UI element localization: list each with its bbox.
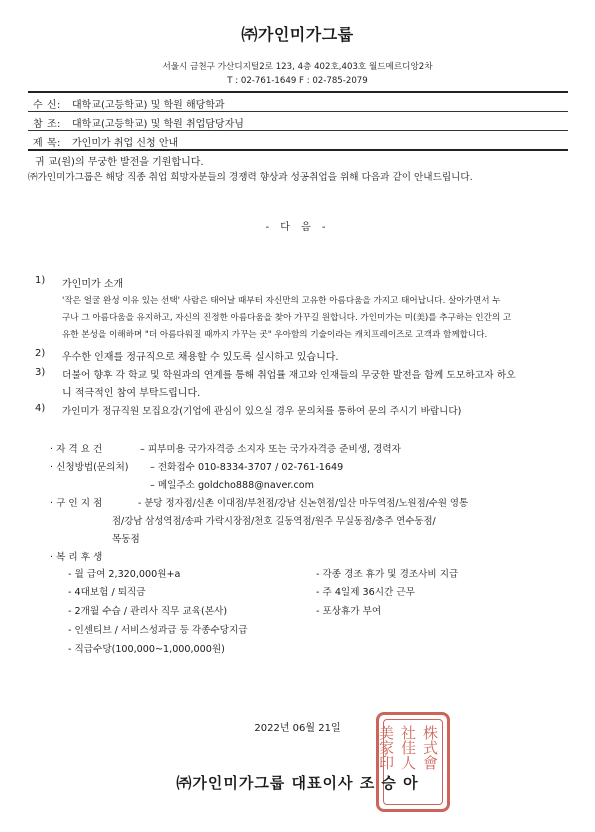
section-3-number: 3) — [35, 367, 46, 378]
section-1-number: 1) — [35, 275, 46, 286]
apply-method-value: – 전화접수 010-8334-3707 / 02-761-1649 — [150, 462, 344, 473]
intro-line-1: 귀 교(원)의 무궁한 발전을 기원합니다. — [35, 157, 204, 168]
section-4-text: 가인미가 정규직원 모집요강(기업에 관심이 있으실 경우 문의처를 통하여 문의 주시기 바랍니다) — [62, 406, 462, 417]
welfare-item-right: - 각종 경조 휴가 및 경조사비 지급 — [316, 569, 459, 580]
header-divider — [28, 111, 568, 112]
cc-value: 대학교(고등학교) 및 학원 취업담당자님 — [72, 119, 244, 130]
section-3-text-line: 더불어 향후 각 학교 및 학원과의 연계를 통해 취업률 재고와 인재들의 무궁한 발전을 함께 도모하고자 하오 — [62, 370, 516, 381]
branches-line: - 분당 정자점/신촌 이대점/부천점/강남 신논현점/일산 마두역점/노원점/수원 영통 — [138, 498, 469, 509]
recipient-label: 수 신: — [33, 100, 61, 111]
welfare-item-left: - 4대보험 / 퇴직금 — [68, 587, 146, 598]
cc-label: 참 조: — [33, 119, 61, 130]
company-seal-stamp: 株式會 社佳人 美家印 — [376, 712, 450, 812]
divider-title: - 다 음 - — [265, 222, 330, 233]
welfare-item-left: - 월 급여 2,320,000원+a — [68, 569, 181, 580]
company-phone: T : 02-761-1649 F : 02-785-2079 — [227, 76, 368, 86]
document-date: 2022년 06월 21일 — [254, 723, 341, 734]
branches-line: 점/강남 삼성역점/송파 가락시장점/천호 길동역점/원주 무실동점/충주 연수동점/ — [112, 516, 436, 527]
section-2-number: 2) — [35, 348, 46, 359]
apply-method-label: · 신청방법(문의처) — [50, 462, 129, 473]
requirements-label: · 자 격 요 건 — [50, 444, 103, 455]
welfare-item-left: - 직급수당(100,000~1,000,000원) — [68, 644, 225, 655]
intro-line-2: ㈜가인미가그룹은 해당 직종 취업 희망자분들의 경쟁력 향상과 성공취업을 위해 다음과 같이 안내드립니다. — [28, 172, 473, 183]
welfare-item-left: - 인센티브 / 서비스성과급 등 각종수당지급 — [68, 625, 248, 636]
header-divider-bottom — [28, 149, 568, 151]
branches-label: · 구 인 지 점 — [50, 498, 103, 509]
section-4-number: 4) — [35, 403, 46, 414]
section-1-paragraph-line: 구나 그 아름다움을 유지하고, 자신의 진정한 아름다움을 찾아 가꾸길 원합니다. 가인미가는 미(美)를 추구하는 인간의 고 — [62, 313, 512, 323]
header-divider — [28, 130, 568, 131]
section-1-paragraph-line: '작은 얼굴 완성 이유 있는 선택' 사람은 태어날 때부터 자신만의 고유한 아름다움을 가지고 태어납니다. 살아가면서 누 — [62, 296, 501, 306]
welfare-item-right: - 주 4일제 36시간 근무 — [316, 587, 415, 598]
recipient-value: 대학교(고등학교) 및 학원 해당학과 — [72, 100, 225, 111]
section-2-text: 우수한 인재를 정규직으로 채용할 수 있도록 실시하고 있습니다. — [62, 352, 339, 363]
section-1-title: 가인미가 소개 — [62, 279, 124, 290]
footer-signature: ㈜가인미가그룹 대표이사 조 승 아 — [176, 774, 419, 792]
welfare-item-right: - 포상휴가 부여 — [316, 606, 382, 617]
section-1-paragraph-line: 유한 본성을 이해하며 "더 아름다워질 때까지 가꾸는 곳" 우아함의 기술이라는 캐치프레이즈로 고객과 함께합니다. — [62, 330, 488, 340]
requirements-value: – 피부미용 국가자격증 소지자 또는 국가자격증 준비생, 경력자 — [140, 444, 401, 455]
header-divider-top — [28, 91, 568, 93]
email-value: – 메일주소 goldcho888@naver.com — [150, 480, 314, 491]
branches-line: 목동점 — [112, 534, 140, 545]
subject-value: 가인미가 취업 신청 안내 — [72, 138, 179, 149]
company-address: 서울시 금천구 가산디지털2로 123, 4층 402호,403호 월드메르디앙2차 — [162, 62, 433, 72]
welfare-item-left: - 2개월 수습 / 관리사 직무 교육(본사) — [68, 606, 228, 617]
welfare-label: · 복 리 후 생 — [50, 552, 103, 563]
section-3-text-line: 니 적극적인 참여 부탁드립니다. — [62, 388, 201, 399]
subject-label: 제 목: — [33, 138, 61, 149]
company-title: ㈜가인미가그룹 — [241, 25, 354, 44]
